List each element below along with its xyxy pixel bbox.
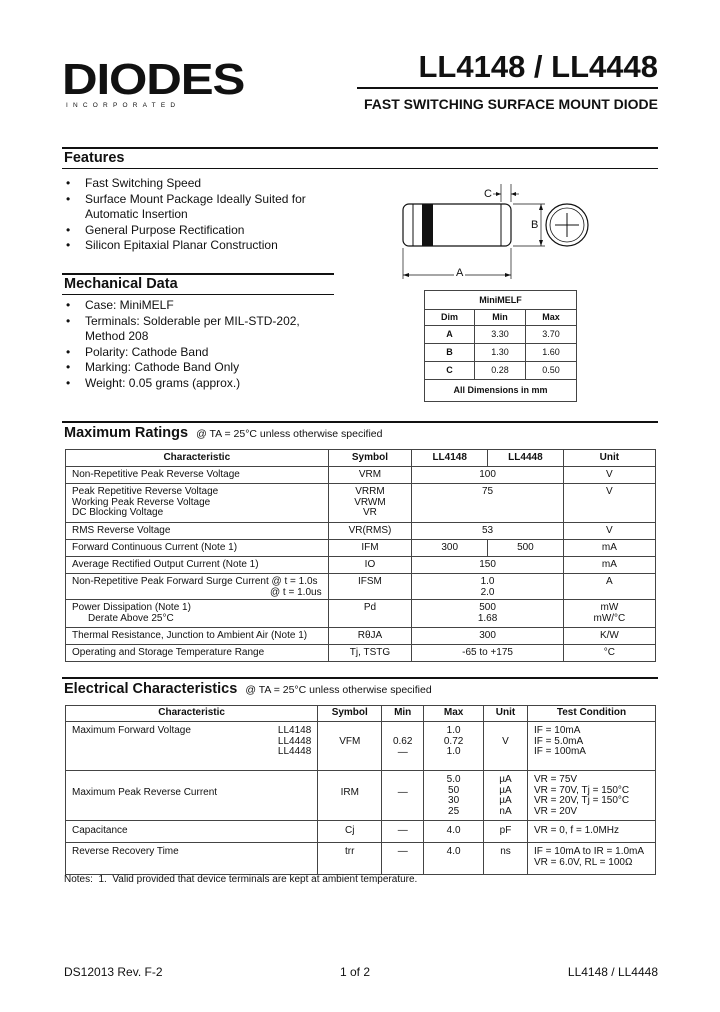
characteristic-text: Working Peak Reverse Voltage	[72, 496, 211, 508]
characteristic-cell	[66, 540, 329, 557]
elec-table	[65, 705, 656, 875]
characteristic-text: Forward Continuous Current (Note 1)	[72, 542, 238, 553]
mechanical-bottom-rule	[62, 294, 334, 295]
max-text: 4.0	[446, 846, 461, 857]
characteristic-text: Non-Repetitive Peak Forward Surge Current @ t = 1.0s	[72, 576, 318, 587]
list-item: • Polarity: Cathode Band	[64, 345, 322, 361]
dim-cell: 3.70	[526, 326, 577, 344]
unit-text: nA	[499, 805, 512, 817]
list-item: • Surface Mount Package Ideally Suited for Automatic Insertion	[64, 192, 324, 223]
unit-text: mW	[600, 602, 619, 613]
list-item: • Terminals: Solderable per MIL-STD-202, Method 208	[64, 314, 322, 345]
unit-text: µA	[499, 774, 512, 785]
table-row	[425, 362, 577, 380]
symbol-text: IFM	[361, 542, 379, 553]
symbol-text: VFM	[339, 736, 361, 747]
unit-cell	[563, 467, 655, 484]
logo-subtext: INCORPORATED	[66, 102, 181, 109]
condition-text: VR = 20V	[533, 805, 578, 817]
dim-table-title: MiniMELF	[425, 291, 577, 310]
symbol-text: VR(RMS)	[348, 525, 392, 536]
unit-cell	[484, 722, 528, 771]
condition-cell	[527, 821, 655, 843]
unit-text: V	[502, 736, 509, 747]
unit-cell	[563, 574, 655, 600]
characteristic-text: RMS Reverse Voltage	[72, 525, 171, 536]
characteristic-cell	[66, 821, 318, 843]
value-text: 100	[479, 469, 496, 480]
dim-cell: A	[425, 326, 475, 344]
table-row	[66, 771, 656, 821]
dim-cell: B	[425, 344, 475, 362]
unit-cell	[563, 628, 655, 645]
dim-header: Dim	[425, 310, 475, 326]
unit-text: A	[606, 576, 613, 587]
table-row	[425, 326, 577, 344]
unit-text: V	[606, 486, 613, 497]
symbol-text: VRWM	[354, 496, 386, 508]
min-cell	[382, 722, 424, 771]
dim-table-footer: All Dimensions in mm	[425, 380, 577, 402]
condition-text: VR = 70V, Tj = 150°C	[533, 784, 630, 796]
value-text: 53	[481, 525, 494, 536]
value-cell	[412, 523, 563, 540]
max-text: 25	[448, 805, 460, 817]
unit-cell	[484, 843, 528, 875]
min-text: —	[397, 846, 408, 857]
value-cell	[412, 557, 563, 574]
value-cell	[412, 484, 563, 523]
characteristic-cell	[66, 574, 329, 600]
value-text: 500	[479, 602, 496, 613]
characteristic-text: Derate Above 25°C	[88, 612, 174, 624]
value-cell	[412, 645, 563, 662]
min-cell	[382, 771, 424, 821]
col-header: Min	[382, 706, 424, 722]
part-number-text: LL4448	[277, 735, 312, 747]
max-text: 0.72	[443, 735, 464, 747]
max-ratings-top-rule	[62, 421, 658, 423]
symbol-cell	[328, 645, 412, 662]
col-header: Unit	[563, 450, 655, 467]
unit-text: °C	[603, 647, 615, 658]
value-cell	[412, 574, 563, 600]
features-bottom-rule	[62, 168, 658, 169]
notes: Notes: 1. Valid provided that device terminals are kept at ambient temperature.	[64, 874, 418, 885]
list-item: • General Purpose Rectification	[64, 223, 324, 239]
dim-cell: 3.30	[475, 326, 526, 344]
condition-cell	[527, 771, 655, 821]
list-item: • Case: MiniMELF	[64, 298, 322, 314]
condition-text: IF = 10mA to IR = 1.0mA	[533, 846, 645, 857]
unit-text: K/W	[599, 630, 619, 641]
mechanical-title: Mechanical Data	[64, 276, 178, 292]
symbol-text: VRM	[358, 469, 382, 480]
value-text: 300	[479, 630, 496, 641]
max-text: 1.0	[446, 725, 461, 736]
features-list	[64, 176, 324, 254]
unit-text: ns	[500, 846, 511, 857]
value-text: 75	[481, 486, 494, 497]
max-cell	[424, 821, 484, 843]
unit-cell	[563, 557, 655, 574]
unit-text: pF	[499, 825, 512, 836]
characteristic-text: DC Blocking Voltage	[72, 507, 164, 518]
symbol-text: VRRM	[355, 486, 385, 497]
max-ratings-title	[64, 425, 382, 443]
table-row	[66, 557, 656, 574]
mechanical-list	[64, 298, 322, 391]
table-row	[425, 344, 577, 362]
value-text: 1.68	[477, 612, 498, 624]
dim-header: Min	[475, 310, 526, 326]
elec-top-rule	[62, 677, 658, 679]
condition-text: VR = 6.0V, RL = 100Ω	[533, 856, 633, 868]
max-ratings-note: @ TA = 25°C unless otherwise specified	[196, 428, 383, 440]
elec-heading: Electrical Characteristics	[64, 681, 238, 697]
col-header: LL4448	[488, 450, 564, 467]
max-text: 30	[448, 795, 460, 806]
value-text: 500	[517, 542, 534, 553]
dim-cell: 0.50	[526, 362, 577, 380]
unit-cell	[563, 523, 655, 540]
list-item: • Fast Switching Speed	[64, 176, 324, 192]
symbol-text: RθJA	[357, 630, 383, 641]
elec-body	[66, 722, 656, 875]
symbol-text: Cj	[345, 825, 355, 836]
value-text: 150	[479, 559, 496, 570]
unit-text: V	[606, 469, 613, 480]
symbol-cell	[328, 540, 412, 557]
condition-text: IF = 5.0mA	[533, 735, 584, 747]
symbol-cell	[318, 821, 382, 843]
min-text: —	[397, 787, 408, 798]
characteristic-cell	[66, 484, 329, 523]
value-cell	[412, 467, 563, 484]
features-top-rule	[62, 147, 658, 149]
dimension-label-b: B	[531, 219, 539, 231]
header-rule	[357, 87, 658, 89]
max-ratings-table	[65, 449, 656, 662]
characteristic-text: Power Dissipation (Note 1)	[72, 602, 191, 613]
dim-cell: C	[425, 362, 475, 380]
unit-cell	[563, 540, 655, 557]
symbol-text: VR	[363, 507, 377, 518]
table-row	[66, 574, 656, 600]
characteristic-cell	[66, 843, 318, 875]
max-text: 50	[448, 784, 460, 796]
max-text: 1.0	[446, 746, 461, 757]
cathode-band	[422, 204, 433, 246]
min-text: 0.62	[392, 736, 413, 747]
characteristic-text: Maximum Forward Voltage	[72, 725, 191, 736]
footer-part-number: LL4148 / LL4448	[567, 965, 658, 979]
table-row	[66, 484, 656, 523]
characteristic-text: Average Rectified Output Current (Note 1)	[72, 559, 259, 570]
symbol-text: IO	[364, 559, 376, 570]
symbol-text: trr	[345, 846, 355, 857]
value-text: 1.0	[480, 576, 495, 587]
condition-text: IF = 10mA	[533, 725, 581, 736]
logo-wordmark: DIODES	[62, 55, 245, 104]
value-text: 2.0	[480, 586, 495, 598]
table-row	[66, 628, 656, 645]
condition-text: IF = 100mA	[533, 746, 586, 757]
characteristic-cell	[66, 645, 329, 662]
min-cell	[382, 843, 424, 875]
dimension-label-a: A	[456, 267, 464, 279]
unit-text: mA	[601, 542, 617, 553]
characteristic-cell	[66, 600, 329, 628]
dimension-table	[424, 290, 577, 402]
symbol-cell	[328, 523, 412, 540]
symbol-text: IRM	[340, 787, 359, 798]
symbol-cell	[318, 843, 382, 875]
col-header: Characteristic	[66, 706, 318, 722]
min-cell	[382, 821, 424, 843]
unit-cell	[484, 821, 528, 843]
max-cell	[424, 771, 484, 821]
condition-cell	[527, 843, 655, 875]
list-item: • Marking: Cathode Band Only	[64, 360, 322, 376]
characteristic-cell	[66, 467, 329, 484]
dim-cell: 0.28	[475, 362, 526, 380]
footer-doc-id: DS12013 Rev. F-2	[64, 965, 163, 979]
unit-text: µA	[499, 795, 512, 806]
condition-text: VR = 0, f = 1.0MHz	[533, 825, 620, 836]
table-row	[66, 722, 656, 771]
characteristic-cell	[66, 557, 329, 574]
col-header: Symbol	[318, 706, 382, 722]
value-cell	[412, 600, 563, 628]
col-header: Max	[424, 706, 484, 722]
part-title: LL4148 / LL4448	[418, 49, 658, 84]
col-header: Unit	[484, 706, 528, 722]
max-text: 4.0	[446, 825, 461, 836]
characteristic-text: Capacitance	[72, 825, 128, 836]
table-row	[66, 843, 656, 875]
table-row	[66, 645, 656, 662]
condition-cell	[527, 722, 655, 771]
col-header: Symbol	[328, 450, 412, 467]
unit-text: µA	[499, 784, 512, 796]
part-number-text: LL4448	[277, 746, 312, 757]
minimelf-package-drawing	[395, 182, 600, 282]
unit-text: V	[606, 525, 613, 536]
unit-cell	[563, 484, 655, 523]
max-cell	[424, 843, 484, 875]
diode-body	[403, 204, 511, 246]
value-cell-ll4148	[412, 540, 488, 557]
characteristic-cell	[66, 523, 329, 540]
value-cell	[412, 628, 563, 645]
elec-title	[64, 681, 432, 699]
characteristic-cell	[66, 771, 318, 821]
unit-cell	[484, 771, 528, 821]
max-ratings-heading: Maximum Ratings	[64, 425, 189, 441]
dim-header: Max	[526, 310, 577, 326]
col-header: LL4148	[412, 450, 488, 467]
dimension-label-c: C	[484, 188, 492, 200]
list-item: • Weight: 0.05 grams (approx.)	[64, 376, 322, 392]
characteristic-text: Non-Repetitive Peak Reverse Voltage	[72, 469, 240, 480]
col-header: Test Condition	[527, 706, 655, 722]
value-text: 300	[441, 542, 459, 553]
dim-cell: 1.60	[526, 344, 577, 362]
max-ratings-body	[66, 467, 656, 662]
symbol-text: Tj, TSTG	[349, 647, 391, 658]
symbol-cell	[328, 628, 412, 645]
condition-text: VR = 75V	[533, 774, 578, 785]
unit-cell	[563, 600, 655, 628]
table-row	[66, 821, 656, 843]
mechanical-top-rule	[62, 273, 334, 275]
max-text: 5.0	[446, 774, 461, 785]
col-header: Characteristic	[66, 450, 329, 467]
value-text: -65 to +175	[462, 647, 513, 658]
symbol-cell	[318, 771, 382, 821]
table-row	[66, 540, 656, 557]
symbol-text: IFSM	[358, 576, 382, 587]
dim-cell: 1.30	[475, 344, 526, 362]
unit-text: mA	[601, 559, 617, 570]
symbol-text: Pd	[363, 602, 377, 613]
symbol-cell	[318, 722, 382, 771]
value-cell-ll4448	[488, 540, 564, 557]
table-row	[66, 600, 656, 628]
symbol-cell	[328, 557, 412, 574]
symbol-cell	[328, 600, 412, 628]
characteristic-text: Thermal Resistance, Junction to Ambient Air (Note 1)	[72, 630, 308, 641]
min-text: —	[397, 825, 408, 836]
footer-page-number: 1 of 2	[340, 965, 371, 979]
list-item: • Silicon Epitaxial Planar Construction	[64, 238, 324, 254]
characteristic-cell	[66, 722, 318, 771]
table-row	[66, 467, 656, 484]
page-subtitle: FAST SWITCHING SURFACE MOUNT DIODE	[364, 96, 658, 112]
symbol-cell	[328, 467, 412, 484]
part-number-text: LL4148	[277, 725, 312, 736]
symbol-cell	[328, 574, 412, 600]
company-logo	[62, 55, 245, 118]
min-text: —	[397, 746, 408, 758]
elec-note: @ TA = 25°C unless otherwise specified	[245, 684, 432, 696]
table-row	[66, 523, 656, 540]
symbol-cell	[328, 484, 412, 523]
unit-text: mW/°C	[593, 612, 626, 624]
characteristic-text: @ t = 1.0us	[270, 586, 322, 598]
condition-text: VR = 20V, Tj = 150°C	[533, 795, 630, 806]
characteristic-text: Operating and Storage Temperature Range	[72, 647, 265, 658]
unit-cell	[563, 645, 655, 662]
features-title: Features	[64, 150, 125, 166]
characteristic-text: Reverse Recovery Time	[72, 846, 179, 857]
characteristic-text: Peak Repetitive Reverse Voltage	[72, 486, 219, 497]
characteristic-cell	[66, 628, 329, 645]
max-cell	[424, 722, 484, 771]
characteristic-text: Maximum Peak Reverse Current	[72, 787, 218, 798]
